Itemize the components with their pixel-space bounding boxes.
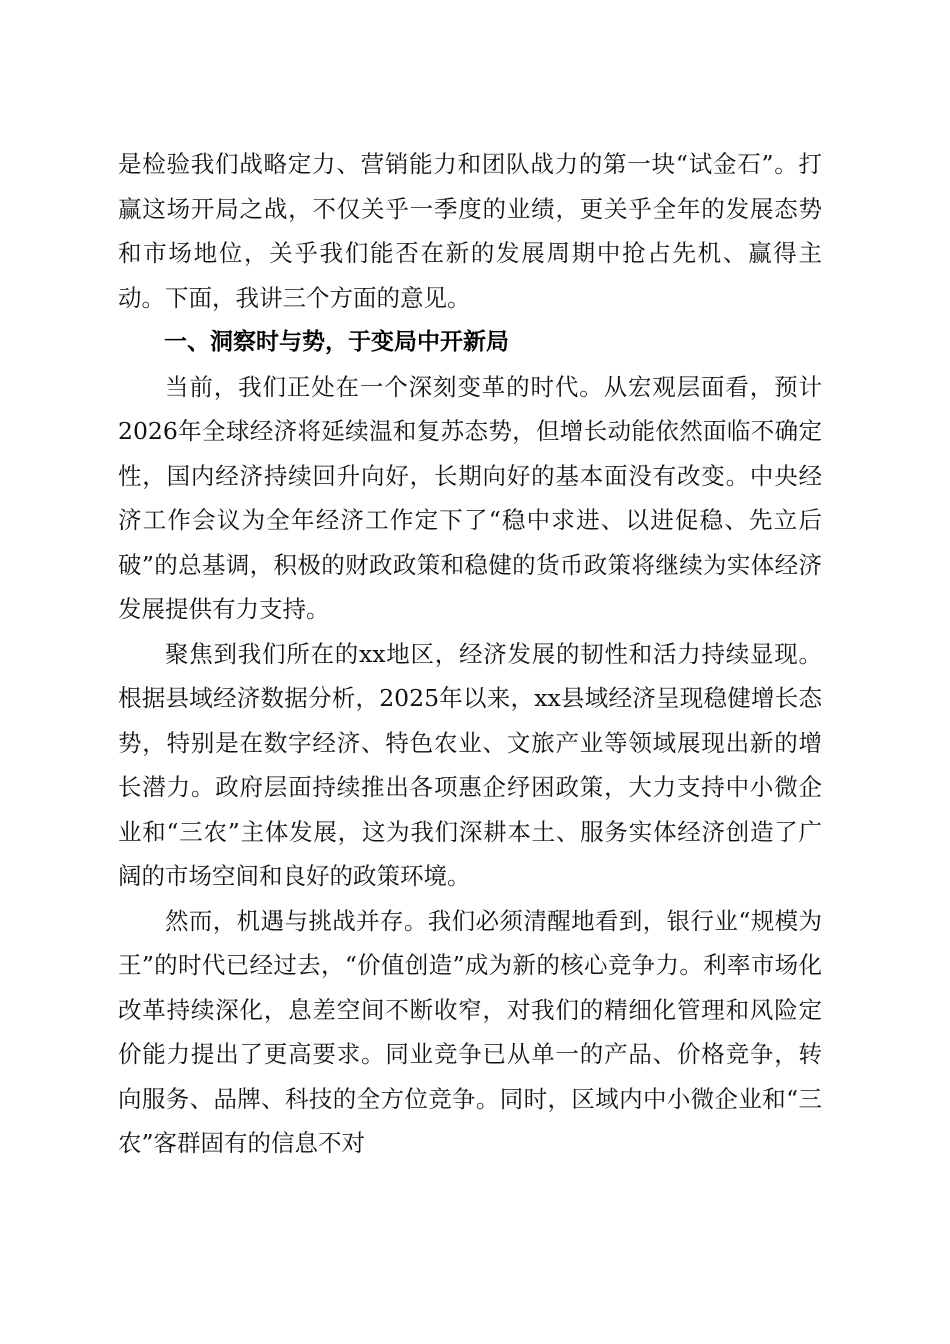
paragraph-continuation: 是检验我们战略定力、营销能力和团队战力的第一块“试金石”。打赢这场开局之战，不仅关乎一季度的业绩，更关乎全年的发展态势和市场地位，关乎我们能否在新的发展周期中抢占先机、赢得主动。下面，我讲三个方面的意见。 <box>118 150 822 312</box>
document-body <box>118 142 822 1166</box>
paragraph-local-economy: 聚焦到我们所在的xx地区，经济发展的韧性和活力持续显现。根据县域经济数据分析，2025年以来，xx县域经济呈现稳健增长态势，特别是在数字经济、特色农业、文旅产业等领域展现出新的增长潜力。政府层面持续推出各项惠企纾困政策，大力支持中小微企业和“三农”主体发展，这为我们深耕本土、服务实体经济创造了广阔的市场空间和良好的政策环境。 <box>118 639 822 890</box>
paragraph-macro-outlook: 当前，我们正处在一个深刻变革的时代。从宏观层面看，预计2026年全球经济将延续温和复苏态势，但增长动能依然面临不确定性，国内经济持续回升向好，长期向好的基本面没有改变。中央经济工作会议为全年经济工作定下了“稳中求进、以进促稳、先立后破”的总基调，积极的财政政策和稳健的货币政策将继续为实体经济发展提供有力支持。 <box>118 372 822 623</box>
paragraph-challenges: 然而，机遇与挑战并存。我们必须清醒地看到，银行业“规模为王”的时代已经过去，“价值创造”成为新的核心竞争力。利率市场化改革持续深化，息差空间不断收窄，对我们的精细化管理和风险定价能力提出了更高要求。同业竞争已从单一的产品、价格竞争，转向服务、品牌、科技的全方位竞争。同时，区域内中小微企业和“三农”客群固有的信息不对 <box>118 906 822 1157</box>
section-heading-1: 一、洞察时与势，于变局中开新局 <box>164 329 509 355</box>
